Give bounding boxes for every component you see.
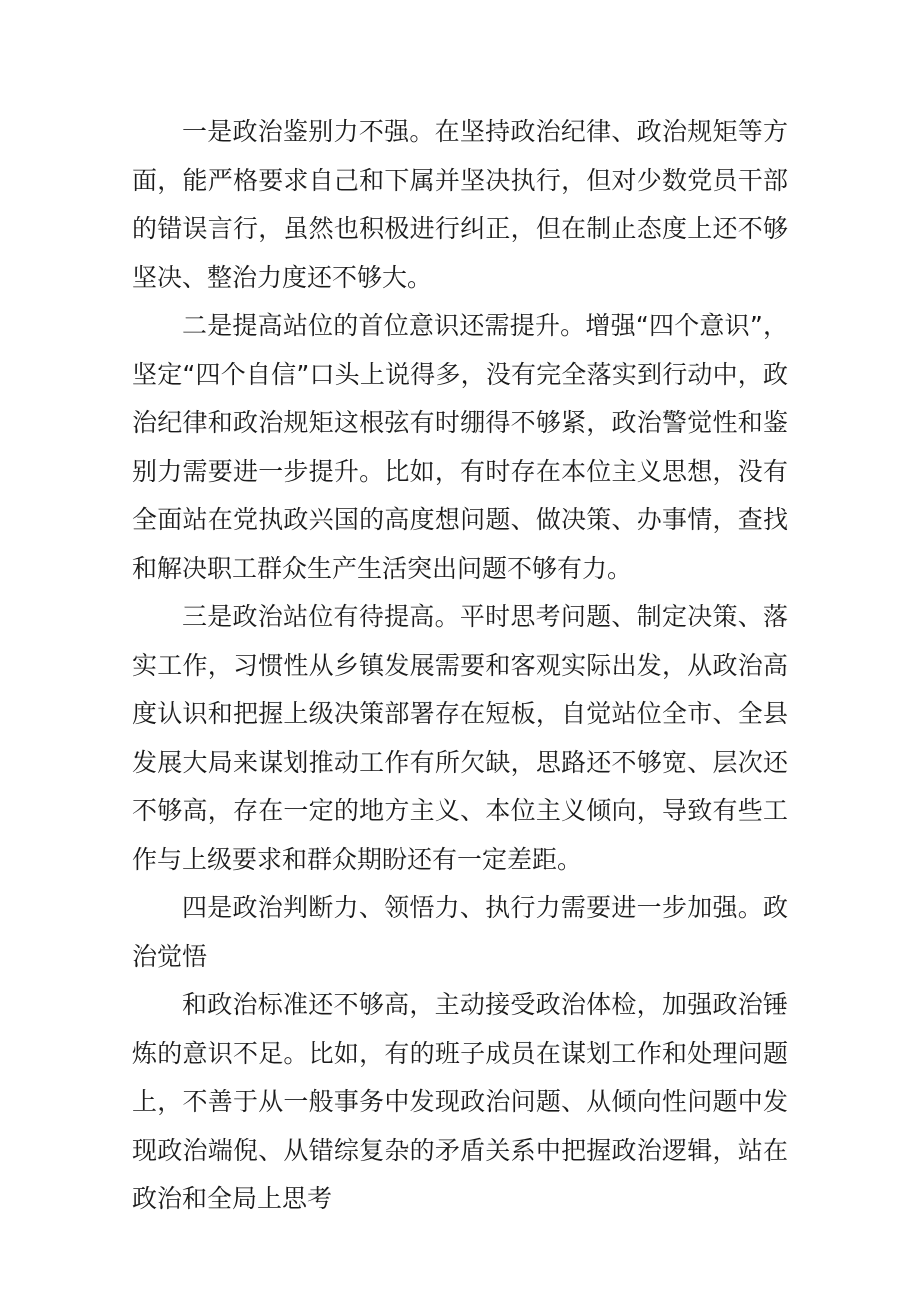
paragraph-political-discernment: 一是政治鉴别力不强。在坚持政治纪律、政治规矩等方面，能严格要求自己和下属并坚决执行，但对少数党员干部的错误言行，虽然也积极进行纠正，但在制止态度上还不够坚决、整治力度还不够大。: [132, 117, 788, 292]
paragraph-position-awareness: 二是提高站位的首位意识还需提升。增强“四个意识”，坚定“四个自信”口头上说得多，没有完全落实到行动中，政治纪律和政治规矩这根弦有时绷得不够紧，政治警觉性和鉴别力需要进一步提升。比如，有时存在本位主义思想，没有全面站在党执政兴国的高度想问题、做决策、办事情，查找和解决职工群众生产生活突出问题不够有力。: [132, 311, 788, 583]
document-body: [132, 108, 788, 1224]
paragraph-political-judgment: 四是政治判断力、领悟力、执行力需要进一步加强。政治觉悟: [132, 893, 788, 971]
paragraph-political-standing: 三是政治站位有待提高。平时思考问题、制定决策、落实工作，习惯性从乡镇发展需要和客观实际出发，从政治高度认识和把握上级决策部署存在短板，自觉站位全市、全县发展大局来谋划推动工作有所欠缺，思路还不够宽、层次还不够高，存在一定的地方主义、本位主义倾向，导致有些工作与上级要求和群众期盼还有一定差距。: [132, 602, 788, 874]
paragraph-political-standards: 和政治标准还不够高，主动接受政治体检，加强政治锤炼的意识不足。比如，有的班子成员在谋划工作和处理问题上，不善于从一般事务中发现政治问题、从倾向性问题中发现政治端倪、从错综复杂的矛盾关系中把握政治逻辑，站在政治和全局上思考: [132, 990, 788, 1213]
